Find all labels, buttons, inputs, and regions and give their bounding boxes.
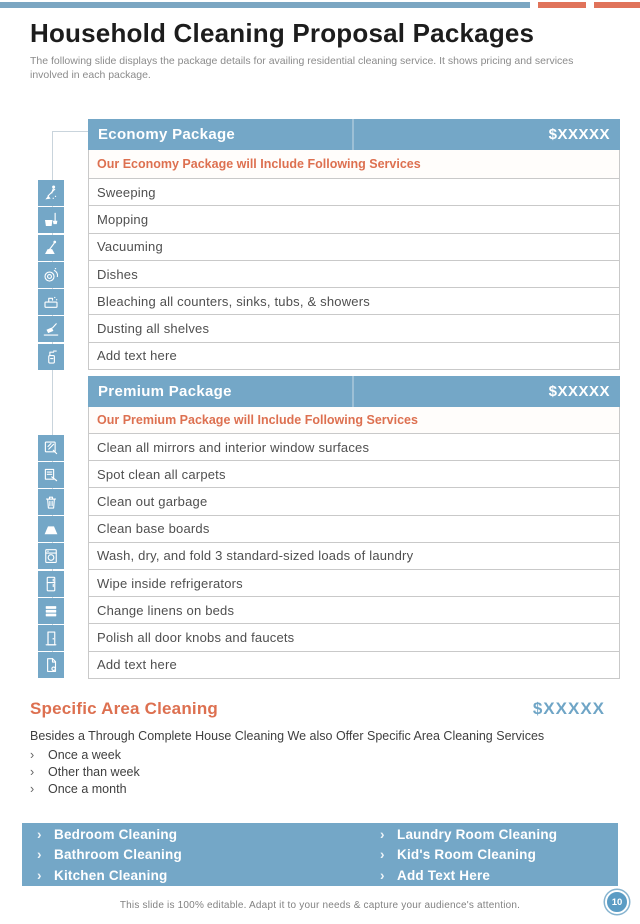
area-list-left	[37, 825, 182, 886]
mop-bucket-icon	[38, 207, 64, 233]
service-row: Sweeping	[89, 179, 619, 206]
service-row: Spot clean all carpets	[89, 461, 619, 488]
page-subtitle: The following slide displays the package details for availing residential cleaning service. It shows pricing and services involved in each package.	[30, 55, 574, 81]
sink-icon	[38, 289, 64, 315]
service-row: Clean base boards	[89, 516, 619, 543]
economy-package-table	[88, 119, 620, 370]
premium-package-price: $XXXXX	[548, 383, 610, 400]
area-item: Bathroom Cleaning	[54, 847, 182, 863]
list-item	[380, 825, 557, 845]
service-row: Mopping	[89, 206, 619, 233]
top-accent-bar-blue	[0, 2, 530, 8]
area-item: Kid's Room Cleaning	[397, 847, 537, 863]
economy-package-header	[88, 119, 620, 150]
chevron-bullet-icon: ›	[380, 867, 385, 883]
specific-area-description: Besides a Through Complete House Cleaning We also Offer Specific Area Cleaning Services	[30, 729, 545, 743]
economy-package-subheader: Our Economy Package will Include Following Services	[88, 150, 620, 179]
service-row: Bleaching all counters, sinks, tubs, & showers	[89, 288, 619, 315]
spray-bottle-icon	[38, 344, 64, 370]
dishes-icon	[38, 262, 64, 288]
area-item: Bedroom Cleaning	[54, 827, 178, 842]
list-item	[30, 781, 140, 798]
frequency-option: Other than week	[48, 765, 140, 779]
sweeping-icon	[38, 180, 64, 206]
chevron-bullet-icon: ›	[30, 782, 35, 796]
service-row: Add text here	[89, 652, 619, 679]
service-row: Wash, dry, and fold 3 standard-sized loads of laundry	[89, 543, 619, 570]
service-row: Change linens on beds	[89, 597, 619, 624]
area-list-right	[380, 825, 557, 886]
premium-package-name: Premium Package	[88, 376, 354, 407]
chevron-bullet-icon: ›	[37, 847, 42, 863]
service-row: Vacuuming	[89, 234, 619, 261]
icon-rail-connector	[52, 131, 88, 132]
document-icon	[38, 652, 64, 678]
list-item	[30, 747, 140, 764]
premium-package-header	[88, 376, 620, 407]
area-item: Add Text Here	[397, 867, 491, 883]
service-row: Clean all mirrors and interior window surfaces	[89, 434, 619, 461]
service-row: Dishes	[89, 261, 619, 288]
garbage-icon	[38, 489, 64, 515]
top-accent-bar-orange-1	[538, 2, 586, 8]
economy-package-price: $XXXXX	[548, 126, 610, 143]
chevron-bullet-icon: ›	[37, 827, 42, 842]
economy-package-name: Economy Package	[88, 119, 354, 150]
frequency-option: Once a week	[48, 748, 121, 762]
page-title: Household Cleaning Proposal Packages	[30, 18, 535, 48]
service-row: Clean out garbage	[89, 488, 619, 515]
service-row: Add text here	[89, 343, 619, 370]
specific-area-price: $XXXXX	[532, 699, 605, 718]
frequency-option: Once a month	[48, 782, 127, 796]
baseboard-icon	[38, 516, 64, 542]
mirror-icon	[38, 435, 64, 461]
premium-package-table	[88, 376, 620, 679]
area-cleaning-box	[22, 823, 618, 886]
premium-package-subheader: Our Premium Package will Include Following Services	[88, 407, 620, 434]
service-row: Dusting all shelves	[89, 315, 619, 342]
service-row: Polish all door knobs and faucets	[89, 624, 619, 651]
service-row: Wipe inside refrigerators	[89, 570, 619, 597]
frequency-options-list	[30, 747, 140, 798]
chevron-bullet-icon: ›	[380, 847, 385, 863]
list-item	[380, 866, 557, 886]
chevron-bullet-icon: ›	[380, 827, 385, 842]
carpet-icon	[38, 462, 64, 488]
refrigerator-icon	[38, 571, 64, 597]
list-item	[380, 845, 557, 865]
dusting-brush-icon	[38, 316, 64, 342]
chevron-bullet-icon: ›	[30, 765, 35, 779]
list-item	[37, 825, 182, 845]
chevron-bullet-icon: ›	[30, 748, 35, 762]
vacuum-icon	[38, 235, 64, 261]
chevron-bullet-icon: ›	[37, 867, 42, 883]
list-item	[37, 845, 182, 865]
list-item	[30, 764, 140, 781]
door-icon	[38, 625, 64, 651]
washing-machine-icon	[38, 543, 64, 569]
area-item: Laundry Room Cleaning	[397, 827, 558, 842]
list-item	[37, 866, 182, 886]
specific-area-title: Specific Area Cleaning	[30, 699, 218, 718]
footer-note: This slide is 100% editable. Adapt it to your needs & capture your audience's attention.	[119, 900, 521, 911]
top-accent-bar-orange-2	[594, 2, 640, 8]
page-number-badge: 10	[605, 890, 629, 914]
linens-icon	[38, 598, 64, 624]
area-item: Kitchen Cleaning	[54, 867, 168, 883]
